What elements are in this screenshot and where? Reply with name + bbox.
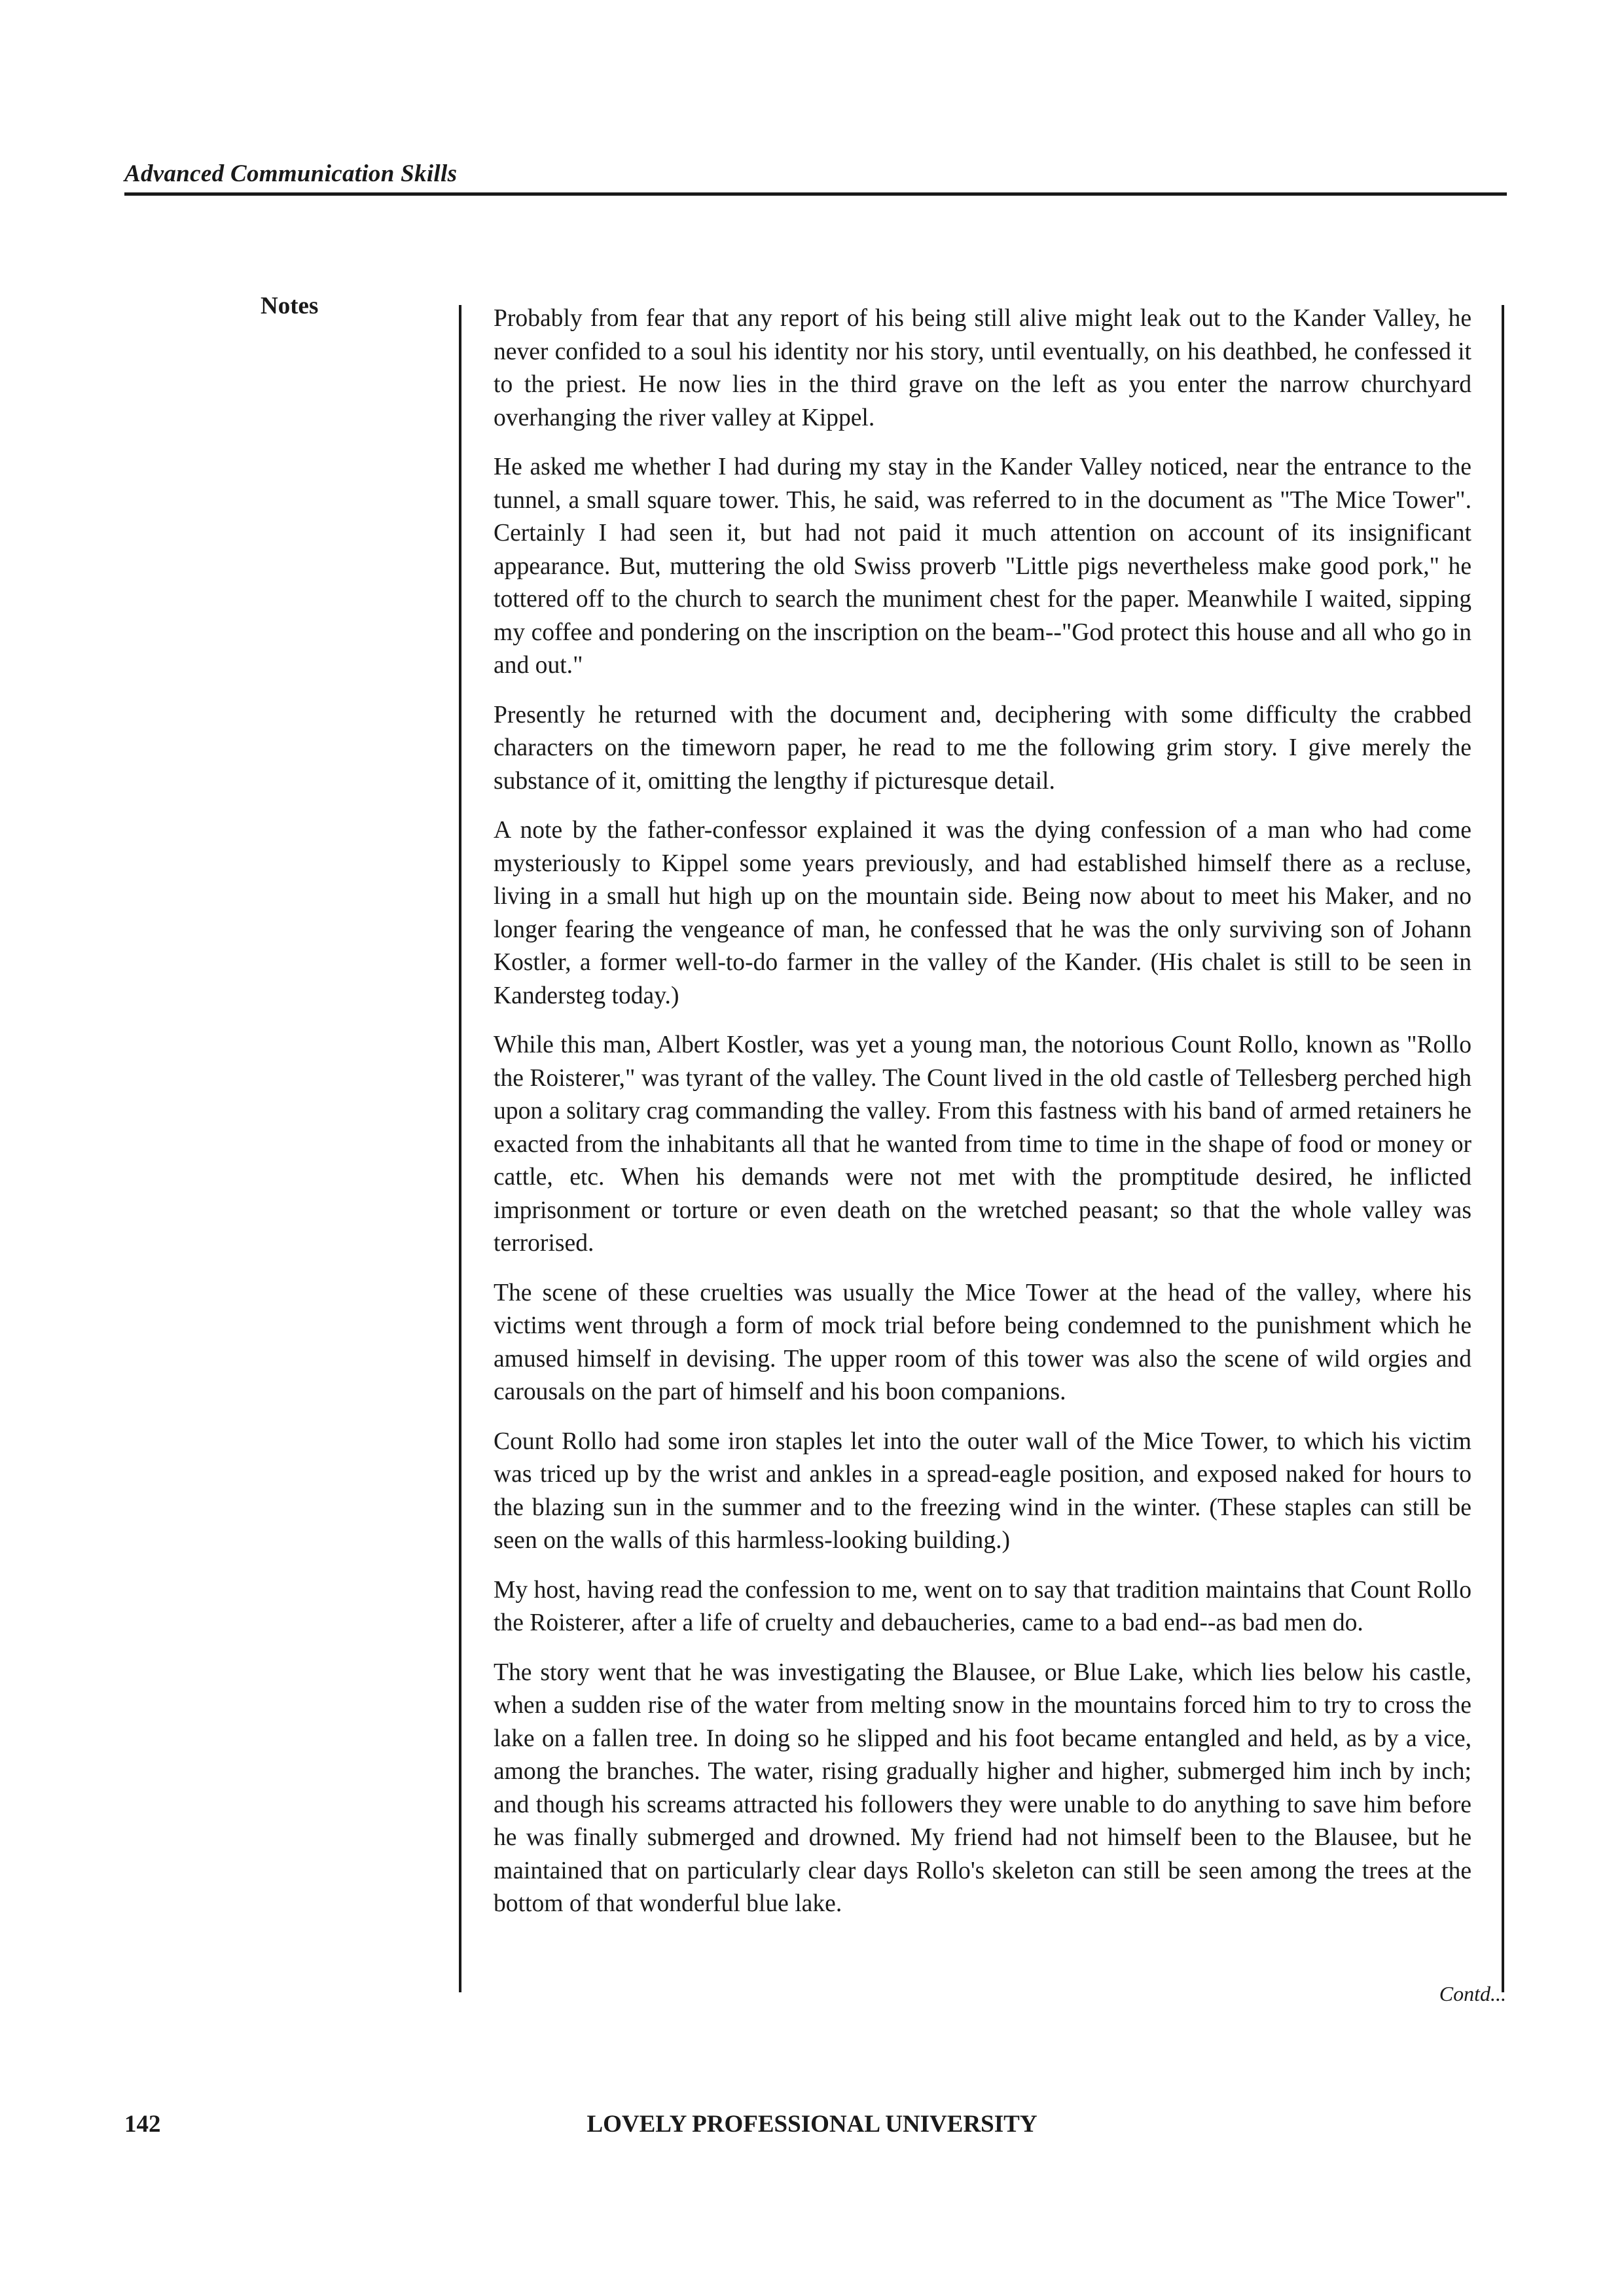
paragraph: The story went that he was investigating the Blausee, or Blue Lake, which lies below his castle, when a sudden rise of the water from melting snow in the mountains forced him to try to cross the lake on a fallen tree. In doing so he slipped and his foot became entangled and held, as by a vice, among the branches. The water, rising gradually higher and higher, submerged him inch by inch; and though his screams attracted his followers they were unable to do anything to save him before he was finally submerged and drowned. My friend had not himself been to the Blausee, but he maintained that on particularly clear days Rollo's skeleton can still be seen among the trees at the bottom of that wonderful blue lake. [494,1659,1471,1917]
paragraph: Presently he returned with the document and, deciphering with some difficulty the crabbed characters on the timeworn paper, he read to me the following grim story. I give merely the substance of it, omitting the lengthy if picturesque detail. [494,701,1471,795]
main-text [494,302,1471,1937]
running-header-title: Advanced Communication Skills [124,160,458,187]
paragraph: Probably from fear that any report of his being still alive might leak out to the Kander Valley, he never confided to a soul his identity nor his story, until eventually, on his deathbed, he confessed it to the priest. He now lies in the third grave on the left as you enter the narrow churchyard overhanging the river valley at Kippel. [494,305,1471,431]
paragraph: While this man, Albert Kostler, was yet a young man, the notorious Count Rollo, known as "Rollo the Roisterer," was tyrant of the valley. The Count lived in the old castle of Tellesberg perched high upon a solitary crag commanding the valley. From this fastness with his band of armed retainers he exacted from the inhabitants all that he wanted from time to time in the shape of food or money or cattle, etc. When his demands were not met with the promptitude desired, he inflicted imprisonment or torture or even death on the wretched peasant; so that the whole valley was terrorised. [494,1031,1471,1257]
paragraph: He asked me whether I had during my stay in the Kander Valley noticed, near the entrance to the tunnel, a small square tower. This, he said, was referred to in the document as "The Mice Tower". Certainly I had seen it, but had not paid it much attention on account of its insignificant appearance. But, muttering the old Swiss proverb "Little pigs nevertheless make good pork," he tottered off to the church to search the muniment chest for the paper. Meanwhile I waited, sipping my coffee and pondering on the inscription on the beam--"God protect this house and all who go in and out." [494,454,1471,679]
footer-publisher: LOVELY PROFESSIONAL UNIVERSITY [586,2111,1038,2138]
paragraph: A note by the father-confessor explained it was the dying confession of a man who had come mysteriously to Kippel some years previously, and had established himself there as a recluse, living in a small hut high up on the mountain side. Being now about to meet his Maker, and no longer fearing the vengeance of man, he confessed that he was the only surviving son of Johann Kostler, a former well-to-do farmer in the valley of the Kander. (His chalet is still to be seen in Kandersteg today.) [494,817,1471,1009]
paragraph: The scene of these cruelties was usually the Mice Tower at the head of the valley, where his victims went through a form of mock trial before being condemned to the punishment which he amused himself in devising. The upper room of this tower was also the scene of wild orgies and carousals on the part of himself and his boon companions. [494,1279,1471,1405]
page-number: 142 [124,2111,161,2138]
header-rule [124,192,1507,196]
paragraph: Count Rollo had some iron staples let into the outer wall of the Mice Tower, to which his victim was triced up by the wrist and ankles in a spread-eagle position, and exposed naked for hours to the blazing sun in the summer and to the freezing wind in the winter. (These staples can still be seen on the walls of this harmless-looking building.) [494,1427,1471,1554]
notes-margin-label: Notes [261,293,319,319]
continued-marker: Contd... [1439,1982,1506,2005]
paragraph: My host, having read the confession to me, went on to say that tradition maintains that Count Rollo the Roisterer, after a life of cruelty and debaucheries, came to a bad end--as bad men do. [494,1576,1471,1636]
